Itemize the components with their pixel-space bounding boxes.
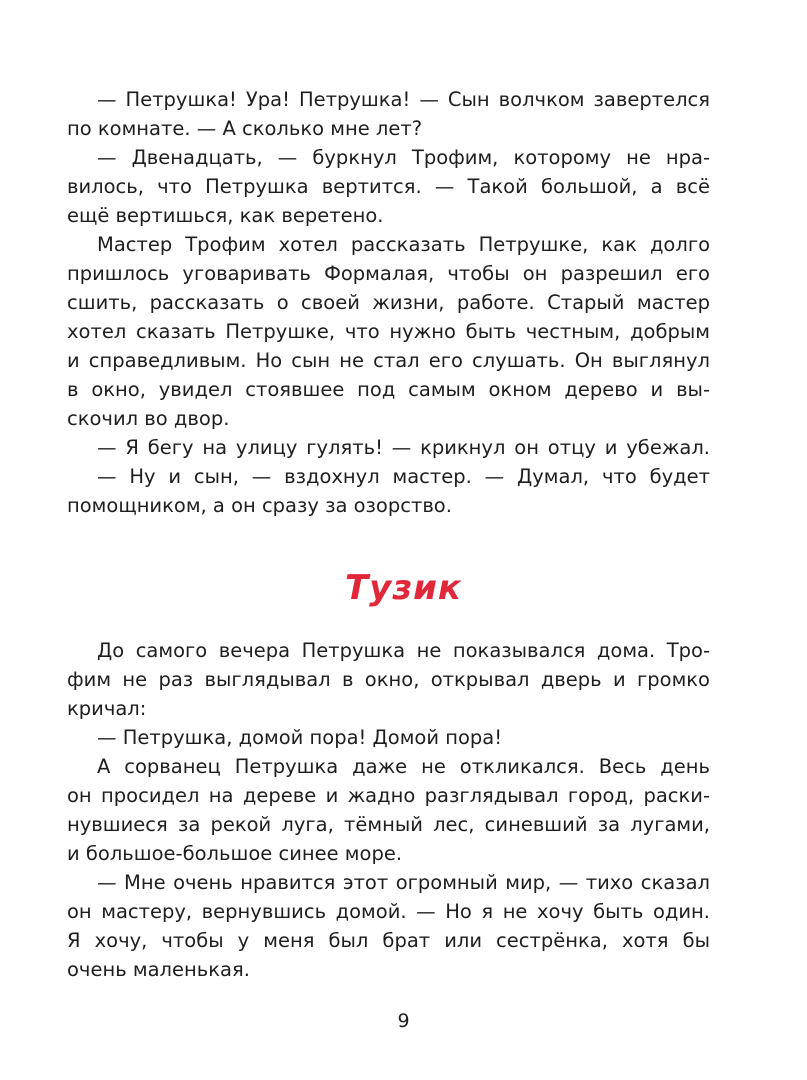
text-line: по комнате. — А сколько мне лет?	[67, 117, 423, 140]
text-line: Я хочу, чтобы у меня был брат или сестрёнка, хотя бы	[67, 929, 710, 952]
text-line: — Петрушка! Ура! Петрушка! — Сын волчком завертелся	[97, 88, 710, 111]
text-line: — Я бегу на улицу гулять! — крикнул он отцу и убежал.	[97, 436, 710, 459]
text-line: — Двенадцать, — буркнул Трофим, которому не нра-	[97, 146, 710, 169]
text-line: он мастеру, вернувшись домой. — Но я не хочу быть один.	[67, 900, 710, 923]
text-line: вилось, что Петрушка вертится. — Такой большой, а всё	[67, 175, 710, 198]
text-line: сшить, рассказать о своей жизни, работе. Старый мастер	[67, 291, 710, 314]
text-line: кричал:	[67, 697, 147, 720]
text-line: помощником, а он сразу за озорство.	[67, 494, 452, 517]
text-line: хотел сказать Петрушке, что нужно быть честным, добрым	[67, 320, 710, 343]
text-line: фим не раз выглядывал в окно, открывал дверь и громко	[67, 668, 710, 691]
text-line: ещё вертишься, как веретено.	[67, 204, 384, 227]
text-line: пришлось уговаривать Формалая, чтобы он разрешил его	[67, 262, 710, 285]
text-line: очень маленькая.	[67, 958, 250, 981]
text-line: — Ну и сын, — вздохнул мастер. — Думал, что будет	[97, 465, 710, 488]
text-line: нувшиеся за рекой луга, тёмный лес, синевший за лугами,	[67, 813, 710, 836]
text-line: и справедливым. Но сын не стал его слушать. Он выглянул	[67, 349, 710, 372]
text-line: — Мне очень нравится этот огромный мир, — тихо сказал	[97, 871, 710, 894]
text-line: скочил во двор.	[67, 407, 230, 430]
page-number: 9	[397, 1010, 410, 1032]
text-line: До самого вечера Петрушка не показывался дома. Тро-	[97, 639, 710, 662]
chapter-title: Тузик	[344, 568, 462, 608]
text-line: в окно, увидел стоявшее под самым окном дерево и вы-	[67, 378, 710, 401]
text-line: — Петрушка, домой пора! Домой пора!	[97, 726, 503, 749]
text-line: он просидел на дереве и жадно разглядывал город, раски-	[67, 784, 710, 807]
text-line: А сорванец Петрушка даже не откликался. Весь день	[97, 755, 710, 778]
text-line: и большое-большое синее море.	[67, 842, 403, 865]
text-line: Мастер Трофим хотел рассказать Петрушке, как долго	[97, 233, 710, 256]
